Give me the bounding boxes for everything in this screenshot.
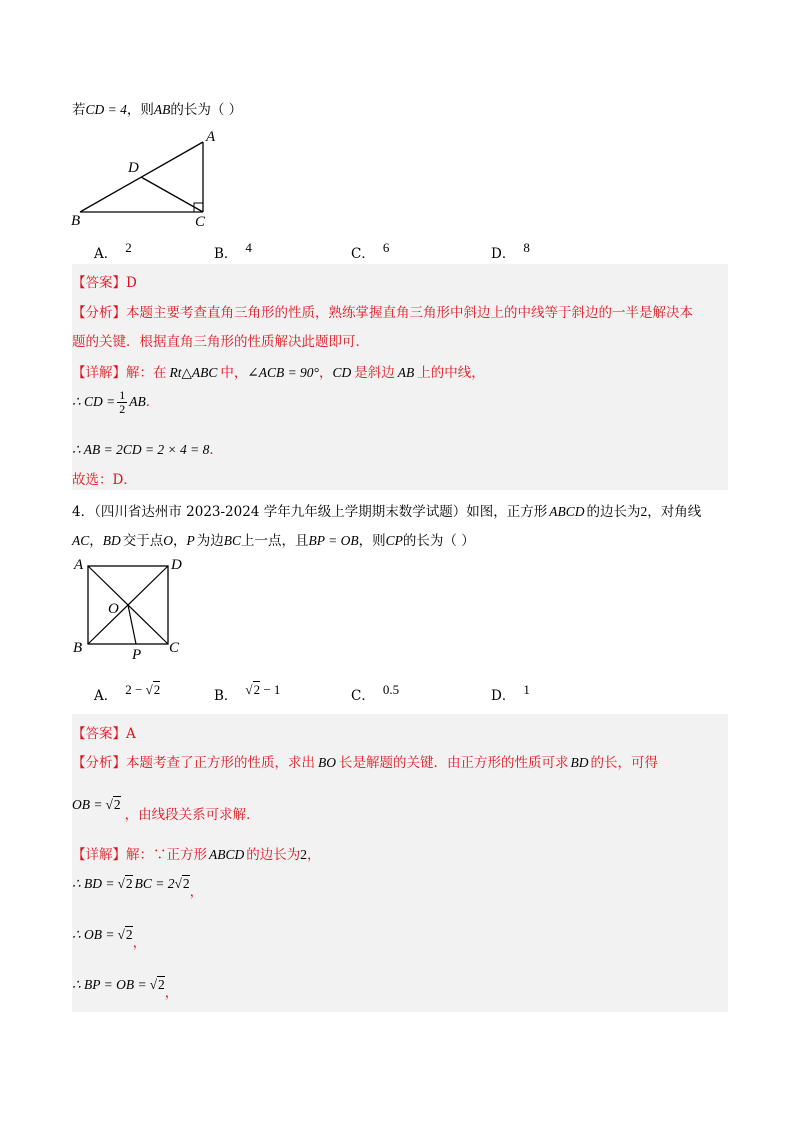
- label-A: A: [74, 557, 84, 573]
- q4-option-b[interactable]: B． √2 − 1: [214, 682, 281, 704]
- q3-option-b[interactable]: B． 4: [214, 240, 252, 262]
- q4-eq2: ∴ OB = √2，: [72, 927, 147, 951]
- q4-analysis-line2: OB = √2，由线段关系可求解．: [72, 797, 260, 823]
- label-D: D: [128, 160, 139, 176]
- q4-analysis-line1: 【分析】本题考查了正方形的性质，求出 BO 长是解题的关键．由正方形的性质可求 BD 的长，可得: [72, 755, 658, 771]
- q4-option-a[interactable]: A． 2 − √2: [94, 682, 161, 704]
- q3-option-c[interactable]: C． 6: [351, 240, 390, 262]
- label-C: C: [195, 214, 206, 228]
- q3-option-d[interactable]: D． 8: [491, 240, 530, 262]
- label-A: A: [206, 129, 216, 145]
- q4-stem-line1: 4．（四川省达州市 2023-2024 学年九年级上学期期末数学试题）如图，正方形 ABCD 的边长为2，对角线: [72, 504, 702, 520]
- q3-answer: 【答案】D: [72, 275, 137, 291]
- q3-figure: [70, 128, 220, 228]
- q4-eq1: ∴ BD = √2 BC = 2√2，: [72, 876, 204, 900]
- q3-conclusion: 故选：D．: [72, 472, 137, 488]
- q4-option-d[interactable]: D． 1: [491, 682, 530, 704]
- label-B: B: [73, 640, 83, 656]
- q3-analysis-line1: 【分析】本题主要考查直角三角形的性质，熟练掌握直角三角形中斜边上的中线等于斜边的一半是解决本: [72, 305, 693, 321]
- q3-stem: 若CD = 4，则AB的长为（ ）: [72, 102, 243, 118]
- label-P: P: [132, 647, 142, 661]
- label-B: B: [71, 213, 81, 228]
- q4-figure: [70, 556, 190, 661]
- q4-eq3: ∴ BP = OB = √2，: [72, 977, 179, 1001]
- q4-option-c[interactable]: C． 0.5: [351, 682, 400, 704]
- q3-cond: CD = 4: [85, 102, 127, 117]
- label-C: C: [169, 640, 180, 656]
- q4-detail: 【详解】解：∵正方形 ABCD 的边长为2，: [72, 847, 321, 863]
- label-O: O: [108, 601, 119, 617]
- q3-detail: 【详解】解：在 Rt△ABC 中，∠ACB = 90°，CD 是斜边 AB 上的中线，: [72, 365, 485, 381]
- q4-source: （四川省达州市 2023-2024 学年九年级上学期期末数学试题）: [94, 504, 467, 520]
- q4-stem-line2: AC，BD 交于点O，P 为边BC上一点，且BP = OB，则CP的长为（ ）: [72, 533, 475, 549]
- q3-option-a[interactable]: A． 2: [94, 240, 132, 262]
- q3-eq1: ∴ CD = $\frac{1}{2}$ AB．: [72, 388, 160, 416]
- q4-answer: 【答案】A: [72, 726, 136, 742]
- q3-eq2: ∴ AB = 2CD = 2 × 4 = 8．: [72, 442, 223, 458]
- label-D: D: [171, 557, 182, 573]
- q3-analysis-line2: 题的关键．根据直角三角形的性质解决此题即可．: [72, 334, 369, 350]
